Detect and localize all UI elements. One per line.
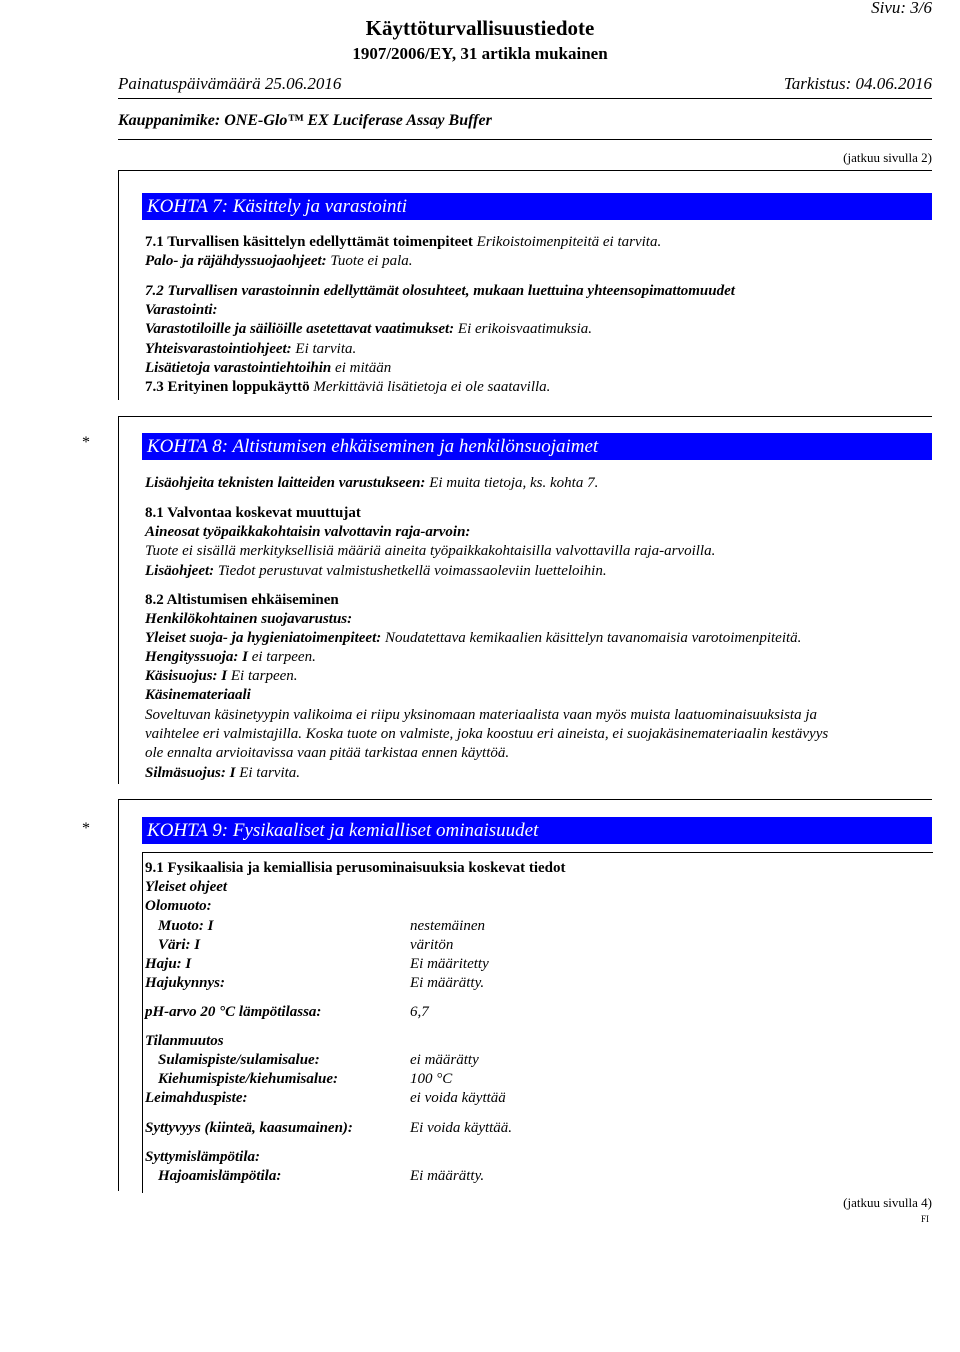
continued-to: (jatkuu sivulla 4) xyxy=(843,1195,932,1210)
regulation-subtitle: 1907/2006/EY, 31 artikla mukainen xyxy=(352,44,608,63)
s8-hand-value: Ei tarpeen. xyxy=(230,668,298,684)
section-7-title: KOHTA 7: Käsittely ja varastointi xyxy=(142,193,932,220)
s9-odour-label: Haju: I xyxy=(145,956,192,972)
s9-ph-label: pH-arvo 20 °C lämpötilassa: xyxy=(145,1004,322,1020)
section-8-top-rule xyxy=(118,416,932,417)
s8-respiratory-line xyxy=(145,648,316,667)
s9-odour-value: Ei määritetty xyxy=(410,956,489,972)
s8-hand-line xyxy=(145,667,298,686)
section-9-left-rule xyxy=(118,799,119,1191)
s8-additional-label: Lisäohjeet: xyxy=(145,563,215,579)
section-8-title: KOHTA 8: Altistumisen ehkäiseminen ja henkilönsuojaimet xyxy=(142,433,932,460)
s8-exposure-controls: 8.2 Altistumisen ehkäiseminen xyxy=(145,592,339,608)
trade-name-divider xyxy=(118,139,932,140)
s9-appearance-label: Olomuoto: xyxy=(145,898,212,914)
s9-ignition-label: Syttymislämpötila: xyxy=(145,1149,260,1165)
s9-decomposition-label: Hajoamislämpötila: xyxy=(158,1168,282,1184)
s9-colour-label: Väri: I xyxy=(158,937,201,953)
s8-hand-label: Käsisuojus: I xyxy=(145,668,228,684)
s9-state-change-label: Tilanmuutos xyxy=(145,1033,224,1049)
s8-eye-value: Ei tarvita. xyxy=(239,765,301,781)
print-date: Painatuspäivämäärä 25.06.2016 xyxy=(118,74,342,93)
s9-flash-point-label: Leimahduspiste: xyxy=(145,1090,248,1106)
s8-technical-value: Ei muita tietoja, ks. kohta 7. xyxy=(429,475,599,491)
s9-properties-box xyxy=(142,852,933,1193)
s7-further-info-line xyxy=(145,359,391,378)
s7-fire-line xyxy=(145,252,413,271)
s7-fire-value: Tuote ei pala. xyxy=(330,253,413,269)
revision-date: Tarkistus: 04.06.2016 xyxy=(783,74,932,93)
s7-handling-value: Erikoistoimenpiteitä ei tarvita. xyxy=(476,234,662,250)
s9-decomposition-value: Ei määrätty. xyxy=(410,1168,485,1184)
language-code: FI xyxy=(921,1214,930,1224)
s7-handling-line xyxy=(145,233,661,252)
s9-odour-threshold-value: Ei määrätty. xyxy=(410,975,485,991)
s8-respiratory-value: ei tarpeen. xyxy=(251,649,316,665)
s9-ph-value: 6,7 xyxy=(410,1004,429,1020)
section-9-title: KOHTA 9: Fysikaaliset ja kemialliset ominaisuudet xyxy=(142,817,932,844)
section-7-left-rule xyxy=(118,170,119,400)
s7-end-use-line xyxy=(145,378,550,397)
s9-basic-properties: 9.1 Fysikaalisia ja kemiallisia perusominaisuuksia koskevat tiedot xyxy=(145,860,566,876)
s9-form-value: nestemäinen xyxy=(410,918,485,934)
continued-from: (jatkuu sivulla 2) xyxy=(843,150,932,165)
s8-hygiene-label: Yleiset suoja- ja hygieniatoimenpiteet: xyxy=(145,630,382,646)
s7-handling-label: 7.1 Turvallisen käsittelyn edellyttämät toimenpiteet xyxy=(145,234,473,250)
s9-boiling-label: Kiehumispiste/kiehumisalue: xyxy=(158,1071,339,1087)
s7-storage-heading: 7.2 Turvallisen varastoinnin edellyttämät olosuhteet, mukaan luettuina yhteensopimattomuudet xyxy=(145,283,735,299)
s7-end-use-label: 7.3 Erityinen loppukäyttö xyxy=(145,379,310,395)
s9-general-info: Yleiset ohjeet xyxy=(145,879,228,895)
s8-technical-label: Lisäohjeita teknisten laitteiden varustukseen: xyxy=(145,475,426,491)
s7-fire-label: Palo- ja räjähdyssuojaohjeet: xyxy=(145,253,327,269)
s8-glove-text-2: vaihtelee eri valmistajilla. Koska tuote on valmiste, joka koostuu eri aineista, ei suojakäsinemateriaalin kestävyys xyxy=(145,726,829,742)
s7-requirements-label: Varastotiloille ja säiliöille asetettavat vaatimukset: xyxy=(145,321,455,337)
s9-odour-threshold-label: Hajukynnys: xyxy=(145,975,226,991)
section-9-changed-marker: * xyxy=(82,820,90,837)
s9-form-label: Muoto: I xyxy=(158,918,214,934)
s7-joint-storage-line xyxy=(145,340,356,359)
s8-glove-text-3: ole ennalta arvioitavissa vaan pitää tarkistaa ennen käyttöä. xyxy=(145,745,510,761)
s8-ingredients-label: Aineosat työpaikkakohtaisin valvottavin raja-arvoin: xyxy=(145,524,471,540)
header-divider xyxy=(118,98,932,99)
s7-storage-label: Varastointi: xyxy=(145,302,218,318)
s8-glove-text-1: Soveltuvan käsinetyypin valikoima ei riipu yksinomaan materiaalista vaan myös muista laatuominaisuuksista ja xyxy=(145,707,817,723)
s8-additional-value: Tiedot perustuvat valmistushetkellä voimassaoleviin luetteloihin. xyxy=(217,563,607,579)
s8-respiratory-label: Hengityssuoja: I xyxy=(145,649,248,665)
s8-eye-label: Silmäsuojus: I xyxy=(145,765,236,781)
s9-colour-value: väritön xyxy=(410,937,454,953)
s8-additional-line xyxy=(145,562,607,581)
s7-further-info-label: Lisätietoja varastointiehtoihin xyxy=(145,360,332,376)
s7-requirements-line xyxy=(145,320,592,339)
s7-requirements-value: Ei erikoisvaatimuksia. xyxy=(457,321,593,337)
s9-melting-label: Sulamispiste/sulamisalue: xyxy=(158,1052,320,1068)
s8-hygiene-value: Noudatettava kemikaalien käsittelyn tavanomaisia varotoimenpiteitä. xyxy=(384,630,802,646)
page-number: Sivu: 3/6 xyxy=(871,0,932,17)
s7-joint-storage-value: Ei tarvita. xyxy=(295,341,357,357)
section-9-top-rule xyxy=(118,799,932,800)
s9-flammability-label: Syttyvyys (kiinteä, kaasumainen): xyxy=(145,1120,353,1136)
s9-flammability-value: Ei voida käyttää. xyxy=(410,1120,513,1136)
s9-flash-point-value: ei voida käyttää xyxy=(410,1090,506,1106)
trade-name: Kauppanimike: ONE-Glo™ EX Luciferase Assay Buffer xyxy=(118,112,492,129)
section-8-changed-marker: * xyxy=(82,434,90,451)
s7-further-info-value: ei mitään xyxy=(335,360,392,376)
s7-joint-storage-label: Yhteisvarastointiohjeet: xyxy=(145,341,292,357)
section-8-left-rule xyxy=(118,416,119,784)
s9-melting-value: ei määrätty xyxy=(410,1052,479,1068)
s8-control-parameters: 8.1 Valvontaa koskevat muuttujat xyxy=(145,505,361,521)
s7-end-use-value: Merkittäviä lisätietoja ei ole saatavilla. xyxy=(313,379,551,395)
s9-boiling-value: 100 °C xyxy=(410,1071,453,1087)
s8-technical-line xyxy=(145,474,598,493)
s8-eye-line xyxy=(145,764,300,783)
section-7-top-rule xyxy=(118,170,932,171)
document-title: Käyttöturvallisuustiedote xyxy=(365,16,595,40)
s8-glove-material-label: Käsinemateriaali xyxy=(145,687,251,703)
s8-hygiene-line xyxy=(145,629,801,648)
s8-ppe-label: Henkilökohtainen suojavarustus: xyxy=(145,611,353,627)
s8-ingredients-value: Tuote ei sisällä merkityksellisiä määriä aineita työpaikkakohtaisilla valvottavilla raja-arvoilla. xyxy=(145,543,716,559)
